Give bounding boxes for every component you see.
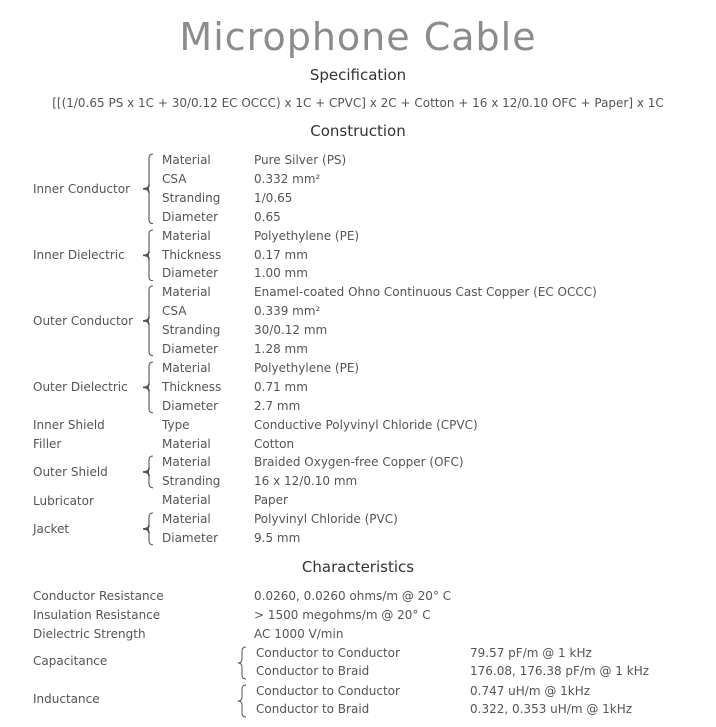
specification-heading: Specification	[309, 66, 407, 84]
property-label: Stranding	[162, 190, 221, 205]
group-label: Outer Conductor	[33, 314, 134, 329]
property-value: 16 x 12/0.10 mm	[254, 474, 358, 489]
group-brace	[140, 229, 152, 282]
property-value: 0.65	[254, 209, 281, 224]
property-label: Type	[162, 417, 190, 432]
property-value: 1.00 mm	[254, 266, 308, 281]
dielectric-strength-value: AC 1000 V/min	[254, 627, 344, 641]
property-value: 1/0.65	[254, 190, 293, 205]
property-label: Thickness	[162, 379, 222, 394]
group-brace	[140, 285, 152, 357]
group-label: Inner Dielectric	[33, 247, 125, 262]
property-label: CSA	[162, 171, 187, 186]
group-label: Outer Dielectric	[33, 380, 128, 395]
property-value: 9.5 mm	[254, 531, 301, 545]
capacitance-label: Capacitance	[33, 654, 108, 668]
property-value: Polyvinyl Chloride (PVC)	[254, 512, 398, 527]
property-label: Stranding	[162, 323, 221, 338]
property-value: Polyethylene (PE)	[254, 360, 360, 375]
property-label: Material	[162, 455, 211, 470]
property-label: Diameter	[162, 209, 219, 224]
property-label: Material	[162, 512, 211, 527]
group-brace	[140, 361, 152, 414]
capacitance-value: 176.08, 176.38 pF/m @ 1 kHz	[470, 664, 650, 678]
property-value: Braided Oxygen-free Copper (OFC)	[254, 455, 464, 470]
group-label: Lubricator	[33, 493, 94, 508]
group-label: Jacket	[33, 522, 70, 536]
inductance-item: Conductor to Braid	[256, 702, 370, 716]
property-label: Material	[162, 228, 211, 243]
property-label: CSA	[162, 304, 187, 319]
capacitance-item: Conductor to Conductor	[256, 646, 400, 660]
characteristics-heading: Characteristics	[301, 558, 415, 576]
inductance-brace	[236, 683, 248, 719]
property-value: 30/0.12 mm	[254, 323, 328, 338]
property-label: Material	[162, 153, 211, 167]
property-value: 0.17 mm	[254, 247, 308, 262]
inductance-value: 0.322, 0.353 uH/m @ 1kHz	[470, 702, 633, 716]
conductor-resistance-label: Conductor Resistance	[33, 589, 164, 603]
inductance-label: Inductance	[33, 692, 100, 706]
dielectric-strength-label: Dielectric Strength	[33, 627, 146, 641]
insulation-resistance-value: > 1500 megohms/m @ 20° C	[254, 608, 431, 622]
property-label: Material	[162, 493, 211, 508]
group-label: Inner Shield	[33, 418, 105, 433]
specification-formula: [[(1/0.65 PS x 1C + 30/0.12 EC OCCC) x 1C + CPVC] x 2C + Cotton + 16 x 12/0.10 OFC + Paper] x 1C	[52, 96, 664, 110]
group-label: Filler	[33, 436, 62, 451]
property-value: 2.7 mm	[254, 398, 301, 413]
inductance-value: 0.747 uH/m @ 1kHz	[470, 684, 591, 698]
property-label: Material	[162, 436, 211, 451]
property-value: 0.332 mm²	[254, 171, 321, 186]
inductance-item: Conductor to Conductor	[256, 684, 400, 698]
property-label: Diameter	[162, 531, 219, 545]
property-value: Enamel-coated Ohno Continuous Cast Copper (EC OCCC)	[254, 285, 597, 300]
property-value: 0.339 mm²	[254, 304, 321, 319]
insulation-resistance-label: Insulation Resistance	[33, 608, 161, 622]
property-label: Material	[162, 285, 211, 300]
property-label: Diameter	[162, 398, 219, 413]
property-value: Paper	[254, 493, 288, 508]
group-label: Inner Conductor	[33, 181, 131, 196]
property-value: Polyethylene (PE)	[254, 228, 360, 243]
construction-heading: Construction	[310, 122, 406, 140]
page-title: Microphone Cable	[179, 15, 537, 59]
property-label: Thickness	[162, 247, 222, 262]
group-brace	[140, 512, 152, 546]
property-value: 0.71 mm	[254, 379, 308, 394]
group-label: Outer Shield	[33, 465, 108, 480]
group-brace	[140, 153, 152, 225]
property-label: Material	[162, 360, 211, 375]
property-label: Stranding	[162, 474, 221, 489]
capacitance-item: Conductor to Braid	[256, 664, 370, 678]
conductor-resistance-value: 0.0260, 0.0260 ohms/m @ 20° C	[254, 589, 452, 603]
group-brace	[140, 455, 152, 489]
property-value: Cotton	[254, 436, 295, 451]
property-label: Diameter	[162, 342, 219, 356]
property-label: Diameter	[162, 266, 219, 281]
property-value: Pure Silver (PS)	[254, 153, 347, 167]
property-value: 1.28 mm	[254, 342, 308, 356]
capacitance-brace	[236, 645, 248, 681]
property-value: Conductive Polyvinyl Chloride (CPVC)	[254, 417, 478, 432]
capacitance-value: 79.57 pF/m @ 1 kHz	[470, 646, 592, 660]
